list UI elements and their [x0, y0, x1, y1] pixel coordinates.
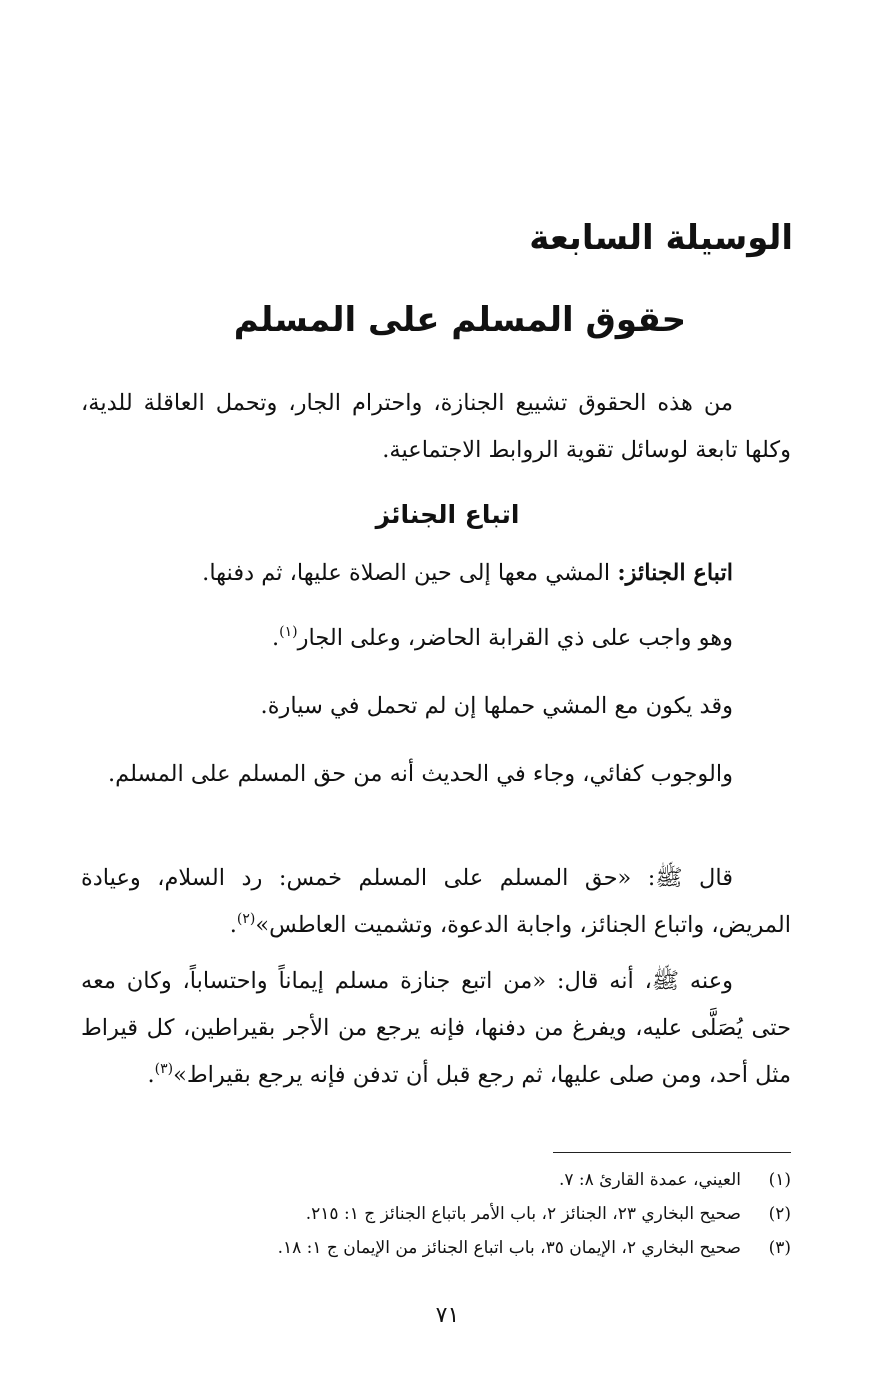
definition-text: المشي معها إلى حين الصلاة عليها، ثم دفنها.: [202, 560, 618, 586]
paragraph-carrying: وقد يكون مع المشي حملها إن لم تحمل في سيارة.: [260, 693, 733, 719]
footnote: [81, 1197, 791, 1231]
paragraph-obligation: [81, 615, 791, 662]
defined-term: اتباع الجنائز:: [617, 560, 733, 586]
section-subtitle: اتباع الجنائز: [375, 500, 520, 529]
section-label: الوسيلة السابعة: [529, 218, 793, 258]
hadith-text: وعنه ﷺ، أنه قال: «من اتبع جنازة مسلم إيماناً واحتساباً، وكان معه حتى يُصَلَّى عليه، ويفرغ من دفنها، فإنه يرجع من الأجر بقيراطين، كل قيراط مثل أحد، ومن صلى عليها، ثم رجع قبل أن تدفن فإنه يرجع بقيراط»: [81, 968, 791, 1088]
footnote-ref[interactable]: (٢): [236, 911, 256, 927]
paragraph-hadith-rights: [81, 855, 791, 949]
footnote-number: (٢): [768, 1204, 791, 1224]
footnote: [81, 1231, 791, 1265]
footnote-number: (٣): [768, 1238, 791, 1258]
footnote-text: صحيح البخاري ٢٣، الجنائز ٢، باب الأمر باتباع الجنائز ج ١: ٢١٥.: [305, 1204, 741, 1224]
sentence-end: .: [147, 1062, 155, 1088]
footnotes: [81, 1163, 791, 1265]
page-title: حقوق المسلم على المسلم: [233, 300, 687, 340]
footnote-number: (١): [768, 1170, 791, 1190]
footnote-ref[interactable]: (١): [279, 624, 298, 640]
intro-paragraph: من هذه الحقوق تشييع الجنازة، واحترام الجار، وتحمل العاقلة للدية، وكلها تابعة لوسائل تقوية الروابط الاجتماعية.: [81, 390, 791, 463]
footnote-divider: [553, 1152, 791, 1153]
paragraph-text: وهو واجب على ذي القرابة الحاضر، وعلى الجار: [297, 625, 733, 651]
paragraph-definition: [81, 550, 791, 597]
footnote-ref[interactable]: (٣): [154, 1061, 174, 1077]
paragraph-hadith-reward: [81, 958, 791, 1099]
footnote-text: العيني، عمدة القارئ ٨: ٧.: [558, 1170, 741, 1190]
footnote-text: صحيح البخاري ٢، الإيمان ٣٥، باب اتباع الجنائز من الإيمان ج ١: ١٨.: [277, 1238, 741, 1258]
paragraph-communal-duty: والوجوب كفائي، وجاء في الحديث أنه من حق المسلم على المسلم.: [107, 761, 733, 787]
hadith-text: قال ﷺ: «حق المسلم على المسلم خمس: رد السلام، وعيادة المريض، واتباع الجنائز، واجابة الدعوة، وتشميت العاطس»: [81, 865, 791, 938]
sentence-end: .: [229, 912, 237, 938]
sentence-end: .: [271, 625, 280, 651]
page-number: ٧١: [435, 1303, 460, 1328]
footnote: [81, 1163, 791, 1197]
